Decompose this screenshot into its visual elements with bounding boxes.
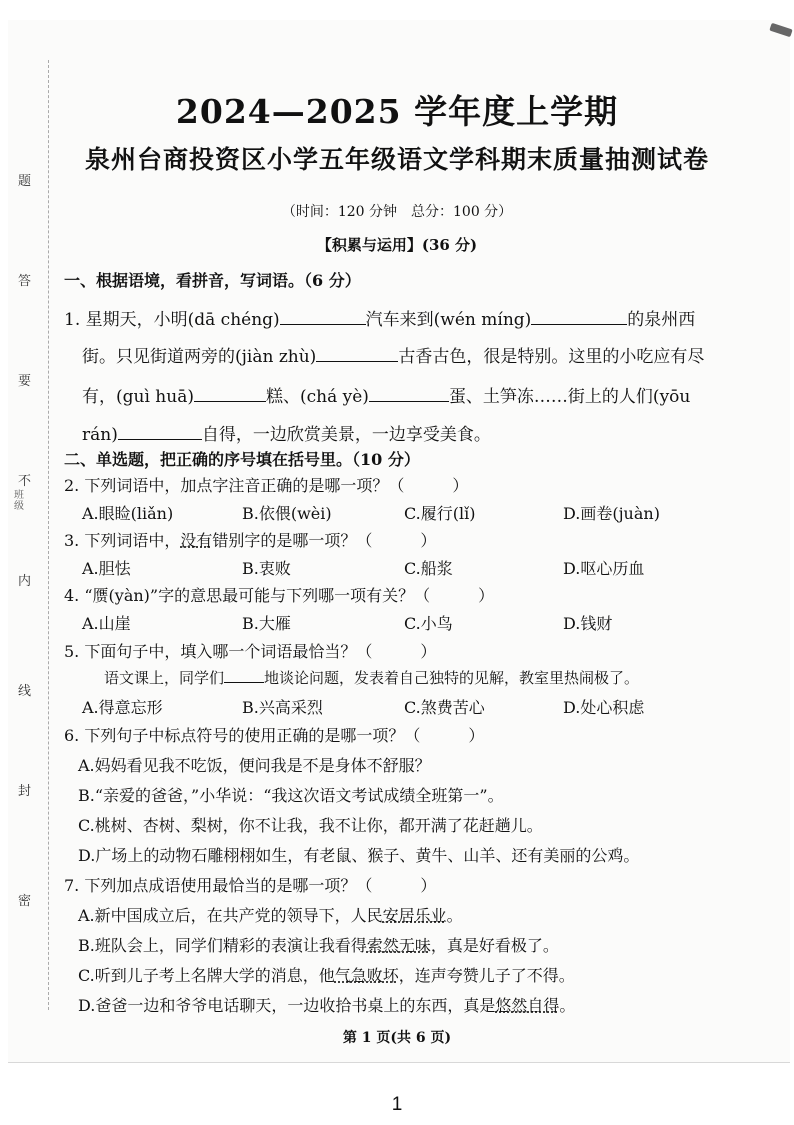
q4-option-d[interactable]: D.钱财 xyxy=(563,614,613,633)
q2-option-d[interactable]: D.画卷(juàn) xyxy=(563,504,660,523)
section-heading: 【积累与运用】(36 分) xyxy=(316,236,478,254)
answer-blank[interactable] xyxy=(194,385,266,402)
q3-option-d[interactable]: D.呕心历血 xyxy=(563,559,645,578)
q6-option-b[interactable]: B.“亲爱的爸爸，”小华说：“我这次语文考试成绩全班第一”。 xyxy=(78,786,504,805)
q3-option-b[interactable]: B.衷败 xyxy=(242,559,291,578)
q1-line-2: 街。只见街道两旁的(jiàn zhù) 古香古色，很是特别。这里的小吃应有尽 xyxy=(82,347,705,367)
binding-char: 题 xyxy=(18,174,32,189)
binding-char: 要 xyxy=(18,374,32,389)
q4-option-c[interactable]: C.小鸟 xyxy=(404,614,453,633)
q3-option-a[interactable]: A.胆怯 xyxy=(82,559,131,578)
exam-title-main: 泉州台商投资区小学五年级语文学科期末质量抽测试卷 xyxy=(84,145,709,174)
q7-option-a[interactable]: A.新中国成立后，在共产党的领导下，人民安居乐业。 xyxy=(78,906,463,925)
q4-option-b[interactable]: B.大雁 xyxy=(242,614,291,633)
page-info: 第 1 页(共 6 页) xyxy=(342,1030,452,1046)
q6-option-c[interactable]: C.桃树、杏树、梨树，你不让我，我不让你，都开满了花赶趟儿。 xyxy=(78,816,543,835)
binding-side-label: 班级 xyxy=(14,490,24,512)
answer-blank[interactable] xyxy=(224,668,264,683)
page-number: 1 xyxy=(391,1094,403,1115)
q2-option-c[interactable]: C.履行(lǐ) xyxy=(404,504,476,523)
answer-blank[interactable] xyxy=(531,308,627,325)
answer-blank[interactable] xyxy=(316,345,398,362)
binding-char: 答 xyxy=(18,274,32,289)
binding-char: 线 xyxy=(18,684,32,699)
q7-stem: 7. 下列加点成语使用最恰当的是哪一项？（ ） xyxy=(64,876,437,895)
q2-option-b[interactable]: B.依偎(wèi) xyxy=(242,504,332,523)
part2-heading: 二、单选题，把正确的序号填在括号里。（10 分） xyxy=(64,450,420,469)
q6-option-a[interactable]: A.妈妈看见我不吃饭，便问我是不是身体不舒服？ xyxy=(78,756,431,775)
q6-stem: 6. 下列句子中标点符号的使用正确的是哪一项？（ ） xyxy=(64,726,485,745)
binding-char: 不 xyxy=(18,474,32,489)
q6-option-d[interactable]: D.广场上的动物石雕栩栩如生，有老鼠、猴子、黄牛、山羊、还有美丽的公鸡。 xyxy=(78,846,640,865)
q7-option-b[interactable]: B.班队会上，同学们精彩的表演让我看得索然无味，真是好看极了。 xyxy=(78,936,559,955)
q2-stem: 2. 下列词语中，加点字注音正确的是哪一项？（ ） xyxy=(64,476,469,495)
q5-option-d[interactable]: D.处心积虑 xyxy=(563,698,645,717)
q5-option-b[interactable]: B.兴高采烈 xyxy=(242,698,323,717)
q5-option-c[interactable]: C.煞费苦心 xyxy=(404,698,485,717)
binding-char: 密 xyxy=(18,894,32,909)
q5-option-a[interactable]: A.得意忘形 xyxy=(82,698,163,717)
q7-option-c[interactable]: C.听到儿子考上名牌大学的消息，他气急败坏，连声夸赞儿子了不得。 xyxy=(78,966,575,985)
q1-line-1: 1. 星期天，小明(dā chéng) 汽车来到(wén míng) 的泉州西 xyxy=(64,310,696,330)
q4-option-a[interactable]: A.山崖 xyxy=(82,614,131,633)
part1-heading: 一、根据语境，看拼音，写词语。（6 分） xyxy=(64,271,361,290)
answer-blank[interactable] xyxy=(118,423,202,440)
q3-option-c[interactable]: C.船浆 xyxy=(404,559,453,578)
q5-sentence: 语文课上，同学们 地谈论问题，发表着自己独特的见解，教室里热闹极了。 xyxy=(104,669,640,687)
q4-stem: 4. “赝(yàn)”字的意思最可能与下列哪一项有关？（ ） xyxy=(64,586,495,605)
q3-stem: 3. 下列词语中，没有错别字的是哪一项？（ ） xyxy=(64,531,437,550)
q7-option-d[interactable]: D.爸爸一边和爷爷电话聊天，一边收拾书桌上的东西，真是悠然自得。 xyxy=(78,996,576,1015)
exam-meta: （时间：120 分钟 总分：100 分） xyxy=(281,204,513,220)
dotted-emphasis: 没有 xyxy=(180,531,213,550)
exam-title-year: 2024—2025 学年度上学期 xyxy=(175,92,619,131)
answer-blank[interactable] xyxy=(369,385,449,402)
q5-stem: 5. 下面句子中，填入哪一个词语最恰当？（ ） xyxy=(64,642,437,661)
q1-line-4: rán) 自得，一边欣赏美景，一边享受美食。 xyxy=(82,425,491,445)
q1-line-3: 有，(guì huā) 糕、(chá yè) 蛋、土笋冻……街上的人们(yōu xyxy=(82,387,691,407)
q2-option-a[interactable]: A.眼睑(liǎn) xyxy=(82,504,174,523)
answer-blank[interactable] xyxy=(280,308,366,325)
binding-char: 封 xyxy=(18,784,32,799)
binding-char: 内 xyxy=(18,574,32,589)
